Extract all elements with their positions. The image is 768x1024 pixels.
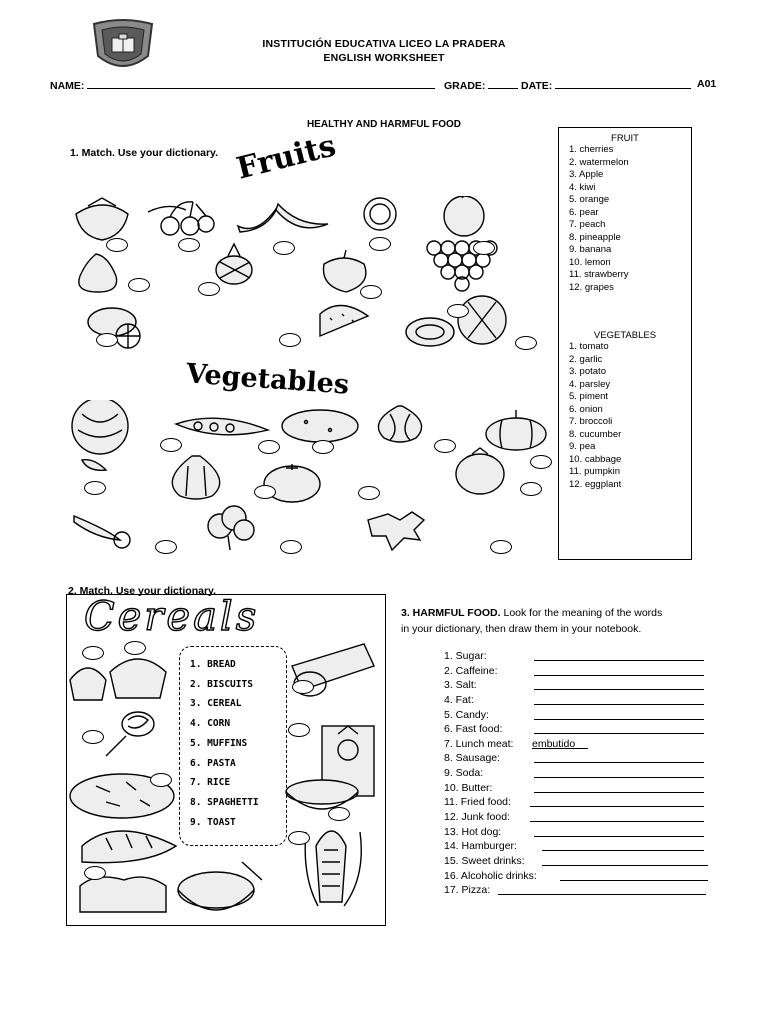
cherries-icon: [148, 202, 214, 235]
cereals-title: Cereals: [84, 594, 260, 640]
item-label: 2. Caffeine:: [444, 664, 498, 677]
list-item: 1. BREAD: [190, 659, 236, 670]
section1-instruction: 1. Match. Use your dictionary.: [70, 147, 219, 159]
vegetable-pictures: [68, 400, 568, 560]
vegetable-list: [569, 341, 691, 491]
date-field[interactable]: [521, 78, 691, 92]
toast-icon: [80, 877, 166, 912]
lunch-meat-answer: embutido: [532, 737, 576, 750]
item-label: 3. Salt:: [444, 679, 477, 692]
fruit-pictures: [68, 196, 588, 356]
answer-circle[interactable]: [288, 831, 310, 845]
list-item: 9. banana: [569, 244, 612, 255]
grade-field[interactable]: [444, 78, 518, 92]
worksheet-subject: ENGLISH WORKSHEET: [323, 52, 445, 64]
cucumber-icon: [74, 516, 130, 548]
item-label: 4. Fat:: [444, 693, 474, 706]
list-item: 4. parsley: [569, 378, 611, 390]
parsley-icon: [368, 512, 424, 550]
item-label: 11. Fried food:: [444, 796, 511, 809]
item-label: 1. Sugar:: [444, 650, 487, 662]
list-item: 9. pea: [569, 441, 596, 452]
banana-icon: [238, 204, 328, 232]
answer-circle[interactable]: [490, 540, 512, 554]
apple-icon: [323, 250, 365, 292]
item-label: 7. Lunch meat:: [444, 737, 514, 750]
answer-circle[interactable]: [84, 481, 106, 495]
name-label: NAME:: [50, 80, 85, 92]
list-item: 2. garlic: [569, 353, 603, 365]
answer-circle[interactable]: [128, 278, 150, 292]
answer-circle[interactable]: [292, 680, 314, 694]
answer-circle[interactable]: [530, 455, 552, 469]
item-label: 5. Candy:: [444, 708, 489, 721]
list-item: 4. CORN: [190, 718, 231, 730]
list-item: 11. strawberry: [569, 269, 629, 280]
answer-circle[interactable]: [84, 866, 106, 880]
answer-circle[interactable]: [155, 540, 177, 554]
answer-circle[interactable]: [473, 241, 495, 255]
answer-circle[interactable]: [360, 285, 382, 299]
watermelon-icon: [320, 305, 368, 336]
list-item: 12. eggplant: [569, 478, 622, 490]
answer-blank[interactable]: [534, 836, 704, 837]
list-item: 3. potato: [569, 366, 606, 377]
item-label: 16. Alcoholic drinks:: [444, 869, 537, 882]
item-label: 15. Sweet drinks:: [444, 854, 525, 867]
item-label: 13. Hot dog:: [444, 825, 502, 838]
section3-instruction: in your dictionary, then draw them in your notebook.: [401, 623, 642, 635]
cabbage-icon: [72, 400, 128, 454]
list-item: 5. MUFFINS: [190, 737, 248, 749]
potato-icon: [282, 410, 358, 442]
fruits-title: Fruits: [233, 128, 340, 187]
name-field[interactable]: [50, 78, 435, 92]
answer-circle[interactable]: [96, 333, 118, 347]
main-title: HEALTHY AND HARMFUL FOOD: [306, 119, 462, 130]
list-item: 2. BISCUITS: [190, 678, 253, 690]
item-label: 17. Pizza:: [444, 884, 491, 897]
answer-blank[interactable]: [534, 792, 704, 793]
item-label: 6. Fast food:: [444, 723, 503, 736]
pineapple-icon: [216, 244, 252, 284]
answer-circle[interactable]: [160, 438, 182, 452]
answer-circle[interactable]: [520, 482, 542, 496]
pear-icon: [79, 254, 117, 292]
list-item: 1. tomato: [569, 341, 609, 352]
answer-circle[interactable]: [288, 723, 310, 737]
strawberry-icon: [76, 198, 128, 240]
section3-title: [401, 607, 662, 619]
pea-icon: [176, 418, 268, 435]
orange-icon: [364, 198, 396, 230]
section3-title-rest: Look for the meaning of the words: [500, 607, 663, 619]
answer-circle[interactable]: [328, 807, 350, 821]
garlic-icon: [172, 456, 219, 499]
name-blank[interactable]: [87, 78, 435, 89]
list-item: 8. SPAGHETTI: [190, 796, 259, 808]
answer-circle[interactable]: [447, 304, 469, 318]
answer-circle[interactable]: [124, 641, 146, 655]
answer-circle[interactable]: [254, 485, 276, 499]
list-item: 8. pineapple: [569, 231, 621, 243]
list-item: 9. TOAST: [190, 816, 236, 828]
eggplant-icon: [456, 448, 504, 494]
fruit-list: [569, 144, 691, 294]
answer-circle[interactable]: [279, 333, 301, 347]
answer-circle[interactable]: [178, 238, 200, 252]
answer-blank[interactable]: [534, 704, 704, 705]
section3-title-bold: 3. HARMFUL FOOD.: [401, 607, 501, 619]
answer-blank[interactable]: [542, 850, 704, 851]
list-item: 2. watermelon: [569, 156, 629, 168]
list-item: 4. kiwi: [569, 181, 596, 193]
worksheet-code: A01: [697, 78, 717, 90]
piment-icon: [82, 460, 106, 471]
answer-blank[interactable]: [534, 719, 704, 720]
list-item: 10. lemon: [569, 256, 611, 268]
vegetables-title: Vegetables: [185, 358, 351, 401]
answer-circle[interactable]: [369, 237, 391, 251]
answer-blank[interactable]: [532, 748, 588, 749]
bread-icon: [82, 831, 176, 863]
list-item: 10. cabbage: [569, 453, 622, 465]
answer-circle[interactable]: [273, 241, 295, 255]
answer-blank[interactable]: [542, 865, 708, 866]
corn-icon: [305, 831, 361, 906]
melon-icon: [458, 296, 506, 344]
list-item: 11. pumpkin: [569, 466, 621, 477]
muffins-icon: [70, 659, 166, 700]
item-label: 14. Hamburger:: [444, 840, 517, 853]
list-item: 6. onion: [569, 403, 603, 415]
answer-blank[interactable]: [534, 660, 704, 661]
list-item: 3. CEREAL: [190, 698, 242, 710]
vegetables-heading: VEGETABLES: [593, 330, 657, 341]
answer-blank[interactable]: [560, 880, 708, 881]
answer-circle[interactable]: [515, 336, 537, 350]
list-item: 3. Apple: [569, 169, 604, 180]
answer-circle[interactable]: [434, 439, 456, 453]
grade-blank[interactable]: [488, 78, 518, 89]
item-label: 10. Butter:: [444, 781, 493, 794]
school-name: INSTITUCIÓN EDUCATIVA LICEO LA PRADERA: [262, 38, 506, 50]
cereal-bowl-icon: [286, 780, 358, 809]
list-item: 7. peach: [569, 219, 606, 230]
answer-circle[interactable]: [312, 440, 334, 454]
list-item: 1. cherries: [569, 144, 614, 155]
peach-icon: [444, 196, 484, 236]
answer-blank[interactable]: [534, 675, 704, 676]
list-item: 7. RICE: [190, 777, 231, 789]
onion-icon: [378, 406, 421, 442]
answer-circle[interactable]: [280, 540, 302, 554]
answer-blank[interactable]: [530, 806, 704, 807]
answer-circle[interactable]: [150, 773, 172, 787]
spaghetti-icon: [106, 712, 154, 756]
answer-circle[interactable]: [198, 282, 220, 296]
pumpkin-icon: [486, 410, 546, 450]
list-item: 7. broccoli: [569, 416, 613, 427]
answer-blank[interactable]: [534, 689, 704, 690]
answer-blank[interactable]: [534, 777, 704, 778]
list-item: 12. grapes: [569, 281, 614, 293]
list-item: 5. piment: [569, 391, 609, 402]
broccoli-icon: [208, 506, 254, 550]
list-item: 8. cucumber: [569, 428, 622, 440]
rice-icon: [178, 862, 262, 910]
word-box: [558, 127, 692, 560]
cereals-list: [180, 655, 286, 832]
answer-circle[interactable]: [106, 238, 128, 252]
answer-circle[interactable]: [82, 646, 104, 660]
section2-instruction: 2. Match. Use your dictionary.: [68, 585, 217, 597]
list-item: 5. orange: [569, 194, 610, 205]
date-label: DATE:: [521, 80, 553, 92]
list-item: 6. pear: [569, 206, 599, 218]
answer-circle[interactable]: [358, 486, 380, 500]
answer-circle[interactable]: [258, 440, 280, 454]
answer-circle[interactable]: [82, 730, 104, 744]
grade-label: GRADE:: [444, 80, 486, 92]
answer-blank[interactable]: [534, 762, 704, 763]
kiwi-icon: [406, 318, 454, 346]
date-blank[interactable]: [555, 78, 691, 89]
answer-blank[interactable]: [498, 894, 706, 895]
answer-blank[interactable]: [530, 821, 704, 822]
item-label: 12. Junk food:: [444, 811, 510, 824]
cereals-word-box: [179, 646, 287, 846]
fruit-heading: FRUIT: [611, 133, 639, 144]
answer-blank[interactable]: [534, 733, 704, 734]
item-label: 9. Soda:: [444, 767, 484, 780]
item-label: 8. Sausage:: [444, 752, 501, 765]
list-item: 6. PASTA: [190, 757, 236, 769]
